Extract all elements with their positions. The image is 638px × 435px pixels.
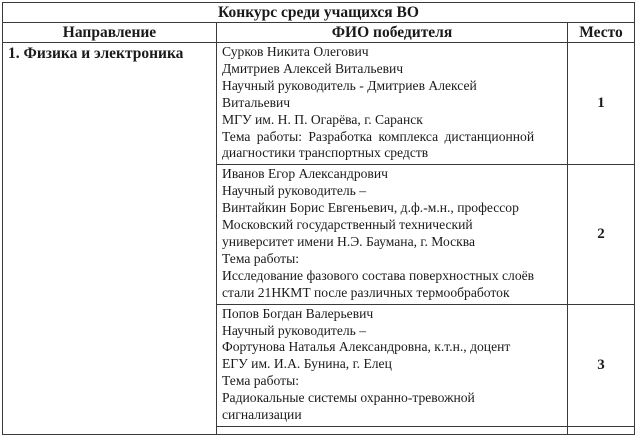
place-cell-empty xyxy=(568,426,635,434)
winner-line: Исследование фазового состава поверхностных слоёв xyxy=(222,267,535,283)
header-row xyxy=(3,23,635,43)
header-place: Место xyxy=(568,23,635,43)
winner-line: Сурков Никита Олегович xyxy=(222,44,369,59)
winner-cell xyxy=(217,43,568,165)
winner-line: Дмитриев Алексей Витальевич xyxy=(222,60,404,76)
table-row xyxy=(3,43,635,165)
winner-line: Московский государственный технический xyxy=(222,217,473,233)
winner-line: Витальевич xyxy=(222,94,291,110)
winners-table xyxy=(2,2,635,435)
winner-line: Научный руководитель - Дмитриев Алексей xyxy=(222,77,477,93)
winner-line: университет имени Н.Э. Баумана, г. Москва xyxy=(222,233,476,249)
winner-line: ЕГУ им. И.А. Бунина, г. Елец xyxy=(222,356,392,372)
winner-line: Тема работы: xyxy=(222,250,299,266)
winner-line: МГУ им. Н. П. Огарёва, г. Саранск xyxy=(222,111,423,127)
winner-line: сигнализации xyxy=(222,407,302,423)
winner-line: Радиокальные системы охранно-тревожной xyxy=(222,390,475,406)
title-row xyxy=(3,3,635,23)
winner-line: стали 21НКМТ после различных термообработок xyxy=(222,284,510,300)
place-cell: 2 xyxy=(568,165,635,304)
place-cell: 3 xyxy=(568,304,635,426)
winner-line: Научный руководитель – xyxy=(222,183,367,199)
winner-line: Попов Богдан Валерьевич xyxy=(222,305,374,321)
winner-line: Иванов Егор Александрович xyxy=(222,166,388,182)
header-winner: ФИО победителя xyxy=(217,23,568,43)
winner-cell-empty xyxy=(217,426,568,434)
place-cell: 1 xyxy=(568,43,635,165)
winner-line: Винтайкин Борис Евгеньевич, д.ф.-м.н., профессор xyxy=(222,200,519,216)
winner-cell xyxy=(217,165,568,304)
winner-line: диагностики транспортных средств xyxy=(222,145,429,161)
winner-cell xyxy=(217,304,568,426)
winner-line: Фортунова Наталья Александровна, к.т.н., доцент xyxy=(222,339,511,355)
direction-cell: 1. Физика и электроника xyxy=(3,43,217,435)
winner-line: Тема работы: Разработка комплекса дистанционной xyxy=(222,128,535,144)
winner-line: Тема работы: xyxy=(222,373,299,389)
header-direction: Направление xyxy=(3,23,217,43)
winner-line: Научный руководитель – xyxy=(222,322,367,338)
table-title: Конкурс среди учащихся ВО xyxy=(3,3,635,23)
